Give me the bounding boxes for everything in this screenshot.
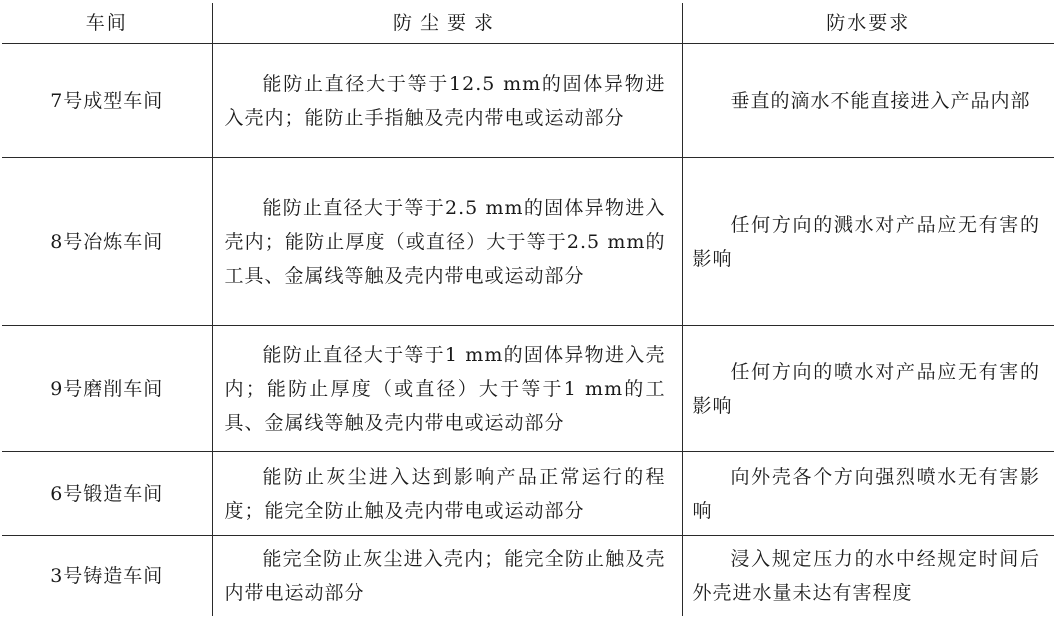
header-water-requirement: 防水要求 bbox=[682, 3, 1054, 44]
table-row bbox=[2, 44, 1054, 158]
header-workshop: 车间 bbox=[2, 3, 212, 44]
workshop-cell: 6号锻造车间 bbox=[2, 452, 212, 536]
dust-requirement-cell: 能完全防止灰尘进入壳内；能完全防止触及壳内带电运动部分 bbox=[212, 536, 682, 616]
dust-requirement-cell: 能防止直径大于等于1 mm的固体异物进入壳内；能防止厚度（或直径）大于等于1 mm的工具、金属线等触及壳内带电或运动部分 bbox=[212, 326, 682, 452]
workshop-cell: 9号磨削车间 bbox=[2, 326, 212, 452]
table-row bbox=[2, 536, 1054, 616]
dust-requirement-cell: 能防止直径大于等于2.5 mm的固体异物进入壳内；能防止厚度（或直径）大于等于2.5 mm的工具、金属线等触及壳内带电或运动部分 bbox=[212, 158, 682, 326]
water-requirement-cell: 浸入规定压力的水中经规定时间后外壳进水量未达有害程度 bbox=[682, 536, 1054, 616]
table-row bbox=[2, 326, 1054, 452]
workshop-cell: 7号成型车间 bbox=[2, 44, 212, 158]
header-dust-requirement: 防尘要求 bbox=[212, 3, 682, 44]
dust-requirement-cell: 能防止灰尘进入达到影响产品正常运行的程度；能完全防止触及壳内带电或运动部分 bbox=[212, 452, 682, 536]
dust-requirement-cell: 能防止直径大于等于12.5 mm的固体异物进入壳内；能防止手指触及壳内带电或运动部分 bbox=[212, 44, 682, 158]
workshop-cell: 3号铸造车间 bbox=[2, 536, 212, 616]
water-requirement-cell: 任何方向的溅水对产品应无有害的影响 bbox=[682, 158, 1054, 326]
workshop-cell: 8号冶炼车间 bbox=[2, 158, 212, 326]
table-header-row bbox=[2, 3, 1054, 44]
water-requirement-cell: 任何方向的喷水对产品应无有害的影响 bbox=[682, 326, 1054, 452]
table-row bbox=[2, 452, 1054, 536]
protection-requirements-table bbox=[2, 3, 1054, 616]
water-requirement-cell: 垂直的滴水不能直接进入产品内部 bbox=[682, 44, 1054, 158]
table-row bbox=[2, 158, 1054, 326]
water-requirement-cell: 向外壳各个方向强烈喷水无有害影响 bbox=[682, 452, 1054, 536]
